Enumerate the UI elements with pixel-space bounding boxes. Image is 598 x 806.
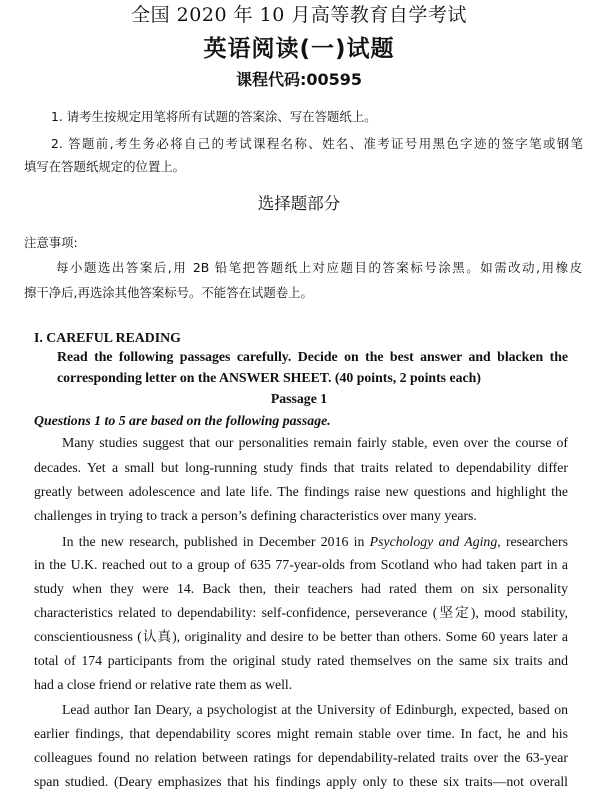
subject-title: 英语阅读(一)试题 <box>203 36 395 62</box>
direction-line-1: Read the following passages carefully. Decide on the best answer and blacken the <box>57 349 568 364</box>
passage-line: greatly between adolescence and late life. The findings raise new questions and highlight the <box>34 484 568 499</box>
passage-line: challenges in trying to track a person’s defining characteristics over many years. <box>34 508 477 523</box>
passage-line: had a close friend or relative rate them as well. <box>34 677 293 692</box>
passage-line: characteristics related to dependability: self-confidence, perseverance (坚定), mood stability, <box>34 605 568 620</box>
journal-name: Psychology and Aging <box>369 534 498 549</box>
passage-line: Lead author Ian Deary, a psychologist at the University of Edinburgh, expected, based on <box>62 702 568 717</box>
passage-line: In the new research, published in December 2016 in Psychology and Aging, researchers <box>62 534 569 549</box>
passage-line: study when they were 14. Back then, their teachers had rated them on six personality <box>34 581 568 596</box>
passage-line: decades. Yet a small but long-running study finds that traits related to dependability differ <box>34 460 568 475</box>
instruction-2-line1: 2. 答题前,考生务必将自己的考试课程名称、姓名、准考证号用黑色字迹的签字笔或钢笔 <box>51 136 583 151</box>
instruction-1: 1. 请考生按规定用笔将所有试题的答案涂、写在答题纸上。 <box>51 109 377 124</box>
notes-line-2: 擦干净后,再选涂其他答案标号。不能答在试题卷上。 <box>24 285 313 300</box>
section-title: 选择题部分 <box>257 194 341 213</box>
direction-line-2: corresponding letter on the ANSWER SHEET. (40 points, 2 points each) <box>57 370 481 385</box>
part-heading: I. CAREFUL READING <box>34 330 181 345</box>
passage-line: in the U.K. reached out to a group of 635 77-year-olds from Scotland who had taken part in a <box>34 557 568 572</box>
passage-line: span studied. (Deary emphasizes that his findings apply only to these six traits—not overall <box>34 774 568 789</box>
notes-line-1: 每小题选出答案后,用 2B 铅笔把答题纸上对应题目的答案标号涂黑。如需改动,用橡皮 <box>56 260 582 275</box>
notes-label: 注意事项: <box>24 235 78 250</box>
passage-line: earlier findings, that dependability scores might remain stable over time. In fact, he and his <box>34 726 568 741</box>
passage-title: Passage 1 <box>270 391 328 406</box>
passage-line: conscientiousness (认真), originality and desire to be better than others. Some 60 years later a <box>34 629 568 644</box>
passage-line: total of 174 participants from the original study rated themselves on the same six traits and <box>34 653 568 668</box>
passage-line: colleagues found no relation between ratings for dependability-related traits over the 63-year <box>34 750 568 765</box>
instruction-2-line2: 填写在答题纸规定的位置上。 <box>24 159 186 174</box>
questions-note: Questions 1 to 5 are based on the following passage. <box>34 413 331 428</box>
course-code: 课程代码:00595 <box>235 70 363 89</box>
exam-title: 全国 2020 年 10 月高等教育自学考试 <box>131 4 467 26</box>
passage-line: Many studies suggest that our personalities remain fairly stable, even over the course of <box>62 435 568 450</box>
